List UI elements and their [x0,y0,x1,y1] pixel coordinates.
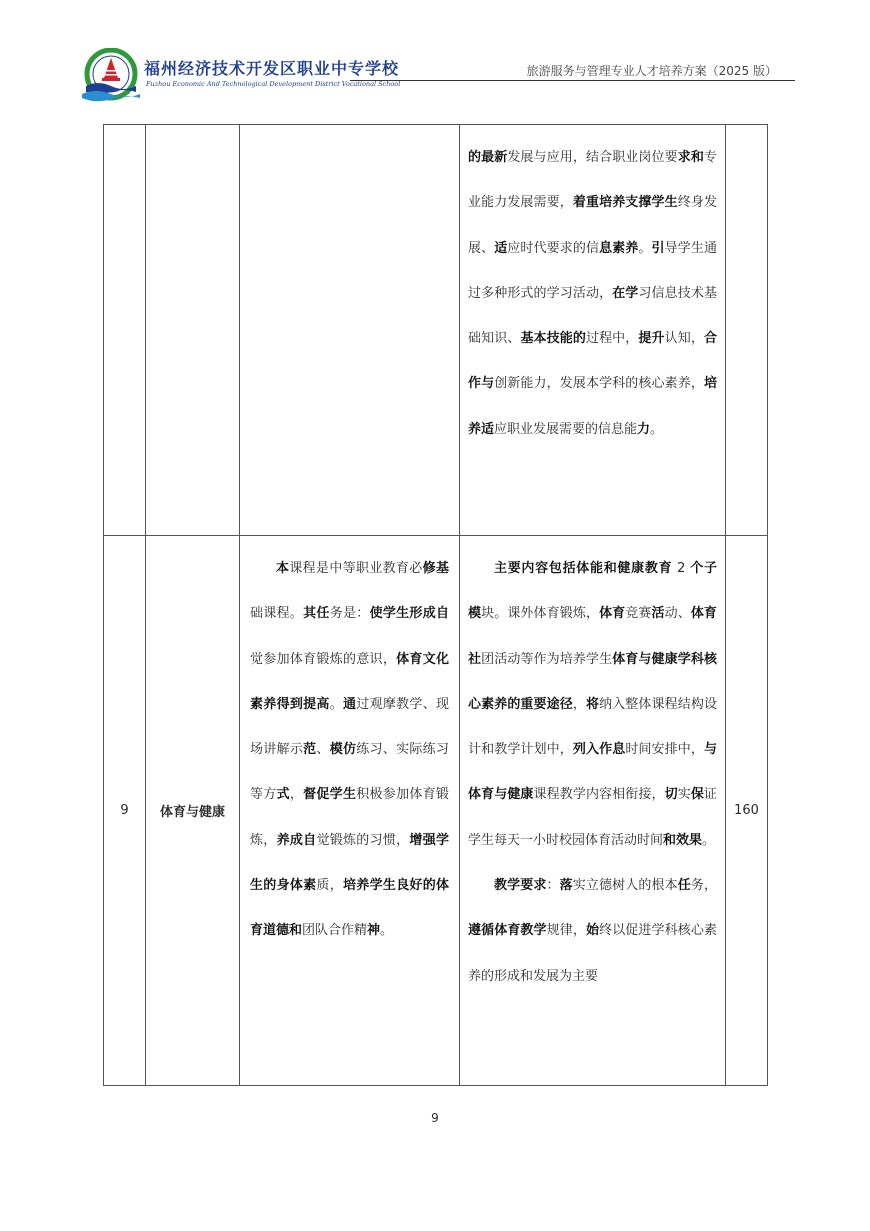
course-content-text [468,546,717,999]
header-rule [350,80,795,81]
bold-text-segment: 落 [559,878,573,894]
text-segment: 。 [638,240,652,256]
page-number: 9 [431,1111,439,1125]
bold-text-segment: 体育与健康学科核心素养的重要途径 [468,651,717,712]
bold-text-segment: 和效果 [663,832,703,848]
school-logo-icon [80,48,142,104]
course-goal-cell [240,125,460,536]
bold-text-segment: 适 [494,240,508,256]
bold-text-segment: 通 [343,696,357,712]
course-name-cell: 体育与健康 [146,536,240,1086]
bold-text-segment: 保 [690,787,704,803]
bold-text-segment: 神 [367,923,381,939]
school-name-en: Fuzhou Economic And Technological Development District Vocational School [146,80,401,88]
bold-text-segment: 与 [481,376,495,392]
text-segment: 务， [690,878,717,894]
content-paragraph [468,135,717,452]
bold-text-segment: 范 [303,742,317,758]
text-segment: 导学生通过多种形式的学习活动， [468,240,717,301]
bold-text-segment: 列入作息 [572,742,626,758]
text-segment: 应时代要求的信 [507,240,600,256]
text-segment: 过观摩教学、现场讲解示 [250,696,449,758]
document-title: 旅游服务与管理专业人才培养方案（2025 版） [526,64,777,78]
course-content-text [468,135,717,452]
bold-text-segment: 其任 [303,606,330,622]
text-segment: ： [546,878,560,894]
text-segment: 终以促进学科核心素养的形成和发展为主要 [468,923,717,984]
course-hours-cell: 160 [726,536,768,1086]
text-segment: 务是： [329,606,370,622]
content-paragraph [468,863,717,999]
bold-text-segment: 与体育与健康 [468,742,717,803]
text-segment: 练习、实际练习等方 [250,742,449,803]
bold-text-segment: 培养学生良好的体育道德和 [250,878,449,939]
page-header [80,48,795,108]
bold-text-segment: 个子模 [468,561,717,622]
course-hours-cell [726,125,768,536]
text-segment: 积极参加体育锻炼， [250,787,449,848]
text-segment: 动、 [664,606,691,622]
text-segment: 实 [677,787,691,803]
bold-text-segment: 模仿 [329,742,357,758]
course-table [103,124,768,1086]
course-content-cell [460,125,726,536]
text-segment: 课程教学内容相衔接， [533,787,665,803]
text-segment: 。 [702,832,716,848]
bold-text-segment: 合作 [468,331,717,392]
text-segment: 2 [672,561,691,576]
text-segment: 纳入整体课程结构设计和教学计划中， [468,696,717,758]
bold-text-segment: 教学要求 [494,878,547,894]
text-segment: 创新能力，发展本学科的核心素养， [494,376,704,392]
text-segment: 认知， [664,331,704,347]
course-name-cell [146,125,240,536]
text-segment: 终身发展、 [468,195,717,256]
bold-text-segment: 引 [651,240,665,256]
text-segment: 时间安排中， [625,742,704,758]
bold-text-segment: 体育文化素养得到提高 [250,651,449,712]
bold-text-segment: 始 [585,923,600,939]
course-goal-cell [240,536,460,1086]
bold-text-segment: 培养适 [468,376,717,437]
text-segment: 块。课外体育锻炼， [481,606,600,622]
bold-text-segment: 在学 [612,285,639,301]
table-row [104,536,768,1086]
text-segment: 专业能力发展需要， [468,150,717,211]
course-number-cell: 9 [104,536,146,1086]
course-content-cell [460,536,726,1086]
bold-text-segment: 使学生形成自 [369,606,449,622]
bold-text-segment: 着重培养支撑学生 [572,195,678,211]
text-segment: 证学生每天一小时校园体育活动时间 [468,787,717,848]
content-paragraph [468,546,717,863]
bold-text-segment: 切 [664,787,678,803]
text-segment: 过程中， [585,331,639,347]
text-segment: 课程是中等职业教育必 [289,561,423,576]
school-name-cn: 福州经济技术开发区职业中专学校 [144,59,400,78]
bold-text-segment: 力 [637,421,651,437]
bold-text-segment: 任 [677,878,691,894]
text-segment: 、 [316,742,330,758]
bold-text-segment: 活 [651,606,665,622]
text-segment: 实立德树人的根本 [572,878,678,894]
text-segment: 。 [380,923,394,939]
bold-text-segment: 求和 [677,150,704,165]
text-segment: 质， [316,878,343,894]
text-segment: 觉参加体育锻炼的意识， [250,651,397,667]
text-segment: 习信息技术基础知识、 [468,285,717,347]
text-segment: 。 [650,421,664,437]
course-number-cell [104,125,146,536]
course-goal-text [250,546,449,954]
table-row [104,125,768,536]
bold-text-segment: 督促学生 [303,787,357,803]
bold-text-segment: 体育社 [468,606,717,667]
bold-text-segment: 修基 [422,561,449,576]
text-segment: ， [572,696,586,712]
text-segment: 团队合作精 [302,923,368,939]
bold-text-segment: 增强学生的身体素 [250,832,449,894]
text-segment: 础课程。 [250,606,304,622]
bold-text-segment: 主要内容包括体能和健康教育 [494,561,673,576]
bold-text-segment: 提升 [638,331,665,347]
text-segment: 团活动等作为培养学生 [481,651,613,667]
text-segment: 觉锻炼的习惯， [316,832,410,848]
text-segment: 规律， [546,923,586,939]
bold-text-segment: 本 [276,561,290,576]
bold-text-segment: 将 [585,696,600,712]
bold-text-segment: 养成自 [276,832,317,848]
text-segment: 应职业发展需要的信息能 [494,421,638,437]
text-segment: ， [289,787,304,803]
bold-text-segment: 息素养 [599,240,639,256]
text-segment: 竞赛 [625,606,652,622]
bold-text-segment: 的最新 [468,150,508,165]
bold-text-segment: 式 [276,787,290,803]
text-segment: 。 [329,696,343,712]
bold-text-segment: 体育 [599,606,626,622]
bold-text-segment: 遵循体育教学 [468,923,547,939]
bold-text-segment: 基本技能的 [520,331,586,347]
text-segment: 发展与应用，结合职业岗位要 [507,150,678,165]
